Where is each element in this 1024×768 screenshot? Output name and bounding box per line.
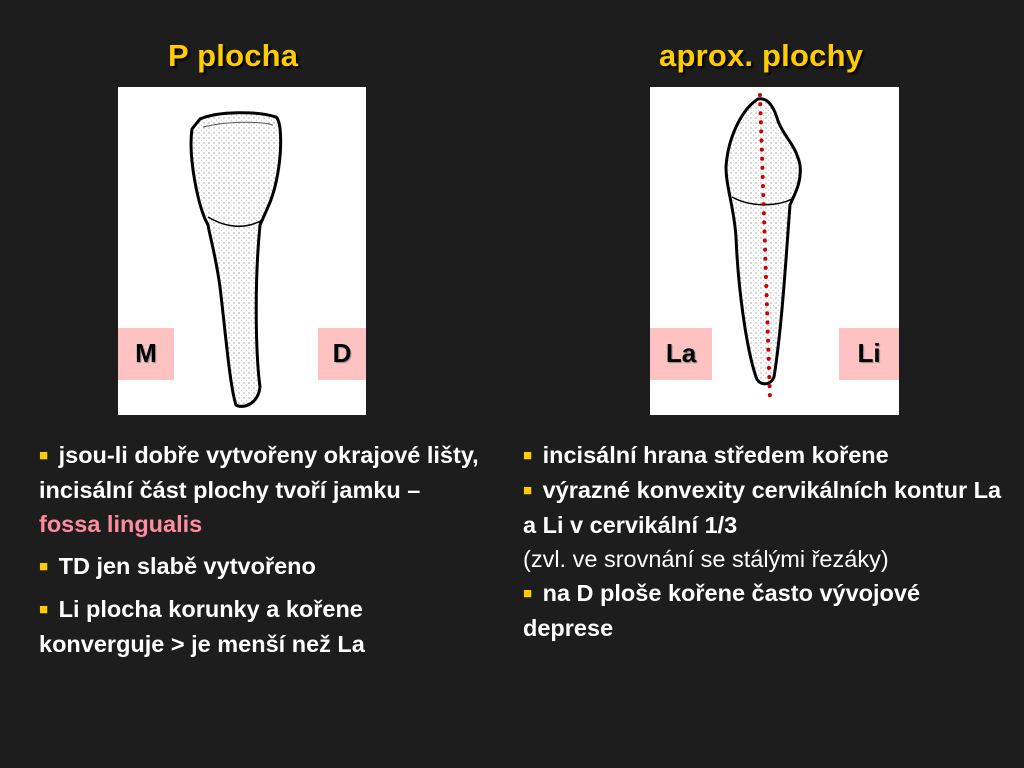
heading-aprox-plochy: aprox. plochy [659,38,864,73]
bullet-item: ■ incisální hrana středem kořene [523,442,889,468]
label-m: M [118,328,174,380]
label-la: La [650,328,712,380]
bullet-item: ■ Li plocha korunky a kořene konverguje > je menší než La [39,596,365,657]
bullet-item: ■ výrazné konvexity cervikálních kontur La a Li v cervikální 1/3 [523,477,1002,538]
bullet-item: ■ na D ploše kořene často vývojové deprese [523,580,921,641]
highlight-fossa-lingualis: fossa lingualis [39,511,203,537]
square-bullet-icon: ■ [39,558,49,575]
left-bullet-list [39,438,479,669]
bullet-item: ■ jsou-li dobře vytvořeny okrajové lišty, incisální část plochy tvoří jamku – fossa lingualis [39,442,479,537]
heading-p-plocha: P plocha [168,38,299,73]
square-bullet-icon: ■ [523,585,533,602]
square-bullet-icon: ■ [39,447,49,464]
square-bullet-icon: ■ [523,482,533,499]
square-bullet-icon: ■ [523,447,533,464]
label-li: Li [839,328,899,380]
label-d: D [318,328,366,380]
right-bullet-list [523,438,1003,645]
note-text: (zvl. ve srovnání se stálými řezáky) [523,546,889,572]
bullet-item: ■ TD jen slabě vytvořeno [39,553,316,579]
square-bullet-icon: ■ [39,601,49,618]
